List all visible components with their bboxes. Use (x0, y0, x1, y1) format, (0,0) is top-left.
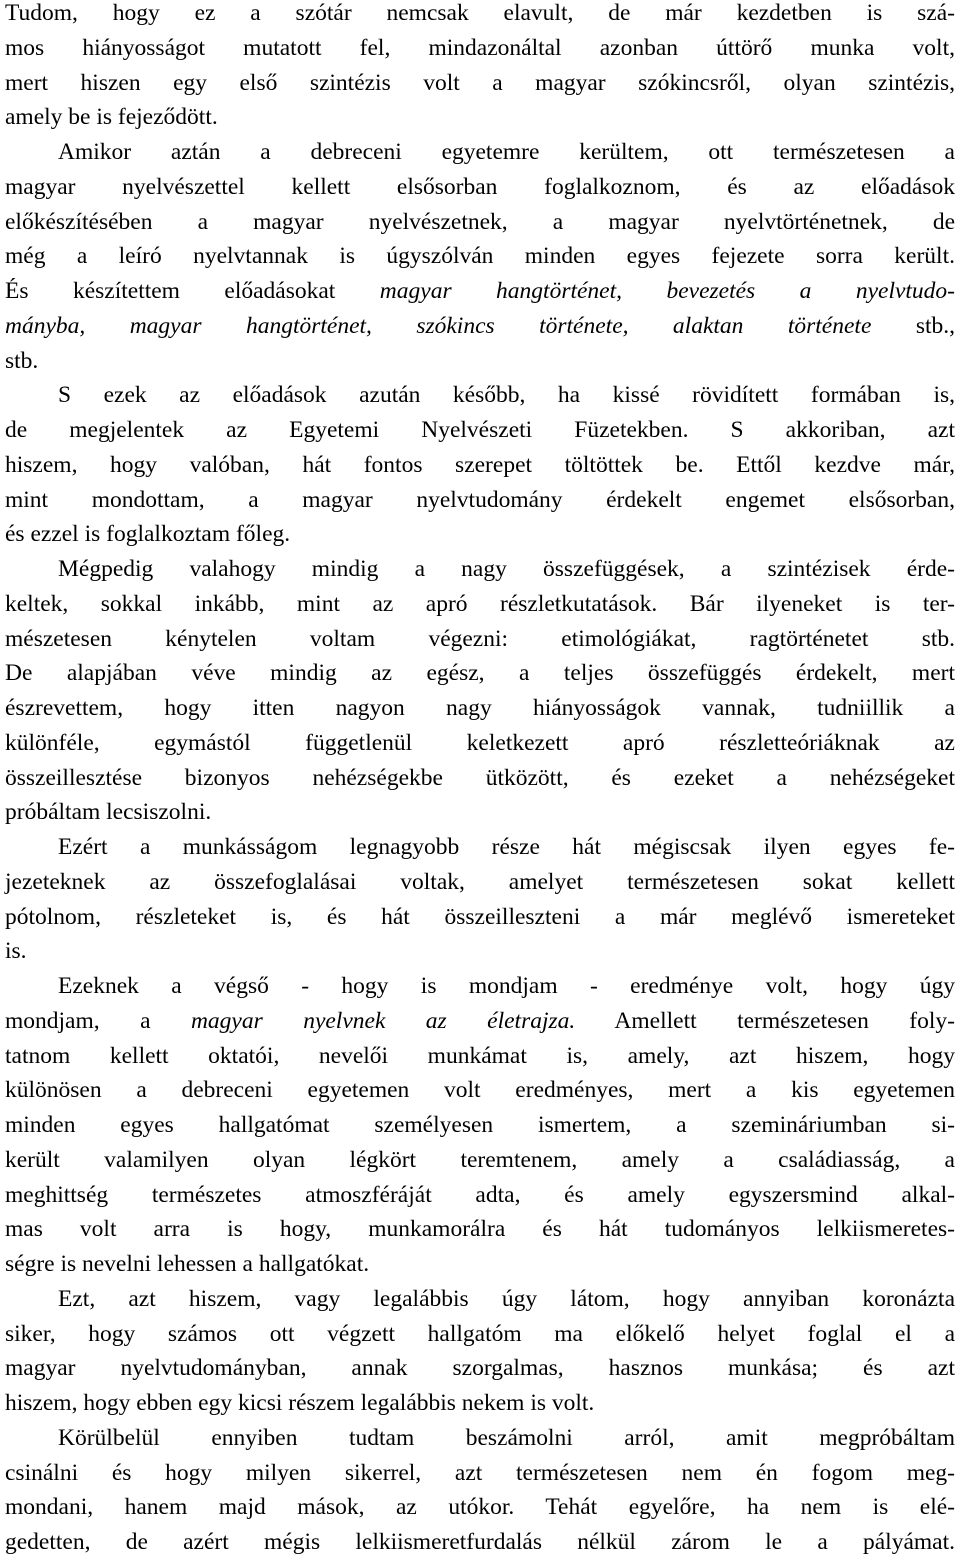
text-line: amely be is fejeződött. (5, 104, 218, 131)
text-line: tatnom kellett oktatói, nevelői munkámat is, amely, azt hiszem, hogy (5, 1042, 955, 1069)
text-line: előkészítésében a magyar nyelvészetnek, a magyar nyelvtörténetnek, de (5, 208, 955, 235)
text-line: de megjelentek az Egyetemi Nyelvészeti Füzetekben. S akkoriban, azt (5, 417, 955, 443)
text-line: mészetesen kénytelen voltam végezni: etimológiákat, ragtörténetet stb. (5, 625, 955, 652)
text-line: jezeteknek az összefoglalásai voltak, amelyet természetesen sokat kellett (5, 868, 955, 895)
text-line: különféle, egymástól függetlenül keletkezett apró részletteóriáknak az (5, 729, 955, 756)
text-line: és ezzel is foglalkoztam főleg. (5, 521, 291, 548)
text-line: gedetten, de azért mégis lelkiismeretfurdalás nélkül zárom le a pályámat. (5, 1529, 955, 1555)
text-run: És készítettem előadásokat (5, 278, 380, 304)
text-line: még a leíró nyelvtannak is úgyszólván minden egyes fejezete sorra került. (5, 243, 955, 270)
text-line: pótolnom, részleteket is, és hát összeilleszteni a már meglévő ismereteket (5, 903, 955, 930)
text-line: magyar nyelvészettel kellett elsősorban foglalkoznom, és az előadások (5, 173, 955, 200)
text-line: csinálni és hogy milyen sikerrel, azt természetesen nem én fogom meg- (5, 1459, 955, 1486)
text-line: került valamilyen olyan légkört teremtenem, amely a családiasság, a (5, 1146, 955, 1173)
text-line: ségre is nevelni lehessen a hallgatókat. (5, 1251, 370, 1277)
text-line: keltek, sokkal inkább, mint az apró részletkutatások. Bár ilyeneket is ter- (5, 590, 955, 617)
text-line: mas volt arra is hogy, munkamorálra és hát tudományos lelkiismeretes- (5, 1216, 955, 1243)
text-line: is. (5, 938, 27, 965)
text-line: minden egyes hallgatómat személyesen ismertem, a szemináriumban si- (5, 1112, 955, 1138)
text-run: stb., (871, 312, 955, 339)
text-line: De alapjában véve mindig az egész, a teljes összefüggés érdekelt, mert (5, 660, 955, 687)
text-line: Amikor aztán a debreceni egyetemre kerültem, ott természetesen a (58, 139, 955, 165)
text-line: mos hiányosságot mutatott fel, mindazonáltal azonban úttörő munka volt, (5, 34, 955, 61)
text-line: hiszem, hogy valóban, hát fontos szerepet töltöttek be. Ettől kezdve már, (5, 451, 955, 478)
text-line: Ezeknek a végső - hogy is mondjam - eredménye volt, hogy úgy (58, 973, 955, 999)
text-line: mert hiszen egy első szintézis volt a magyar szókincsről, olyan szintézis, (5, 69, 955, 96)
text-line: Tudom, hogy ez a szótár nemcsak elavult, de már kezdetben is szá- (5, 0, 955, 26)
text-line: siker, hogy számos ott végzett hallgatóm ma előkelő helyet foglal el a (5, 1320, 955, 1347)
text-line: különösen a debreceni egyetemen volt eredményes, mert a kis egyetemen (5, 1077, 955, 1104)
text-line: mondani, hanem majd mások, az utókor. Tehát egyelőre, ha nem is elé- (5, 1494, 955, 1521)
text-line: próbáltam lecsiszolni. (5, 799, 212, 826)
italic-text-run: mányba, magyar hangtörténet, szókincs története, alaktan története (5, 312, 872, 339)
text-line: S ezek az előadások azután később, ha kissé rövidített formában is, (58, 382, 955, 409)
text-line (5, 309, 955, 344)
text-line: összeillesztése bizonyos nehézségekbe ütközött, és ezeket a nehézségeket (5, 764, 955, 791)
text-line: mint mondottam, a magyar nyelvtudomány érdekelt engemet elsősorban, (5, 486, 955, 513)
text-line: Mégpedig valahogy mindig a nagy összefüggések, a szintézisek érde- (58, 556, 955, 582)
italic-text-run: magyar nyelvnek az életrajza. (190, 1007, 576, 1034)
text-line: hiszem, hogy ebben egy kicsi részem legalábbis nekem is volt. (5, 1390, 595, 1416)
text-line (5, 1004, 955, 1039)
text-run: mondjam, a (5, 1007, 191, 1034)
text-line: magyar nyelvtudományban, annak szorgalmas, hasznos munkása; és azt (5, 1355, 955, 1382)
text-line (5, 274, 955, 309)
italic-text-run: magyar hangtörténet, bevezetés a nyelvtudo- (379, 278, 956, 304)
text-line: Körülbelül ennyiben tudtam beszámolni arról, amit megpróbáltam (58, 1424, 955, 1451)
text-line: Ezt, azt hiszem, vagy legalábbis úgy látom, hogy annyiban koronázta (58, 1285, 955, 1312)
text-line: stb. (5, 347, 39, 374)
text-line: észrevettem, hogy itten nagyon nagy hiányosságok vannak, tudniillik a (5, 695, 955, 721)
text-line: meghittség természetes atmoszféráját adta, és amely egyszersmind alkal- (5, 1181, 955, 1208)
text-run: Amellett természetesen foly- (575, 1007, 955, 1034)
text-line: Ezért a munkásságom legnagyobb része hát mégiscsak ilyen egyes fe- (58, 834, 955, 860)
